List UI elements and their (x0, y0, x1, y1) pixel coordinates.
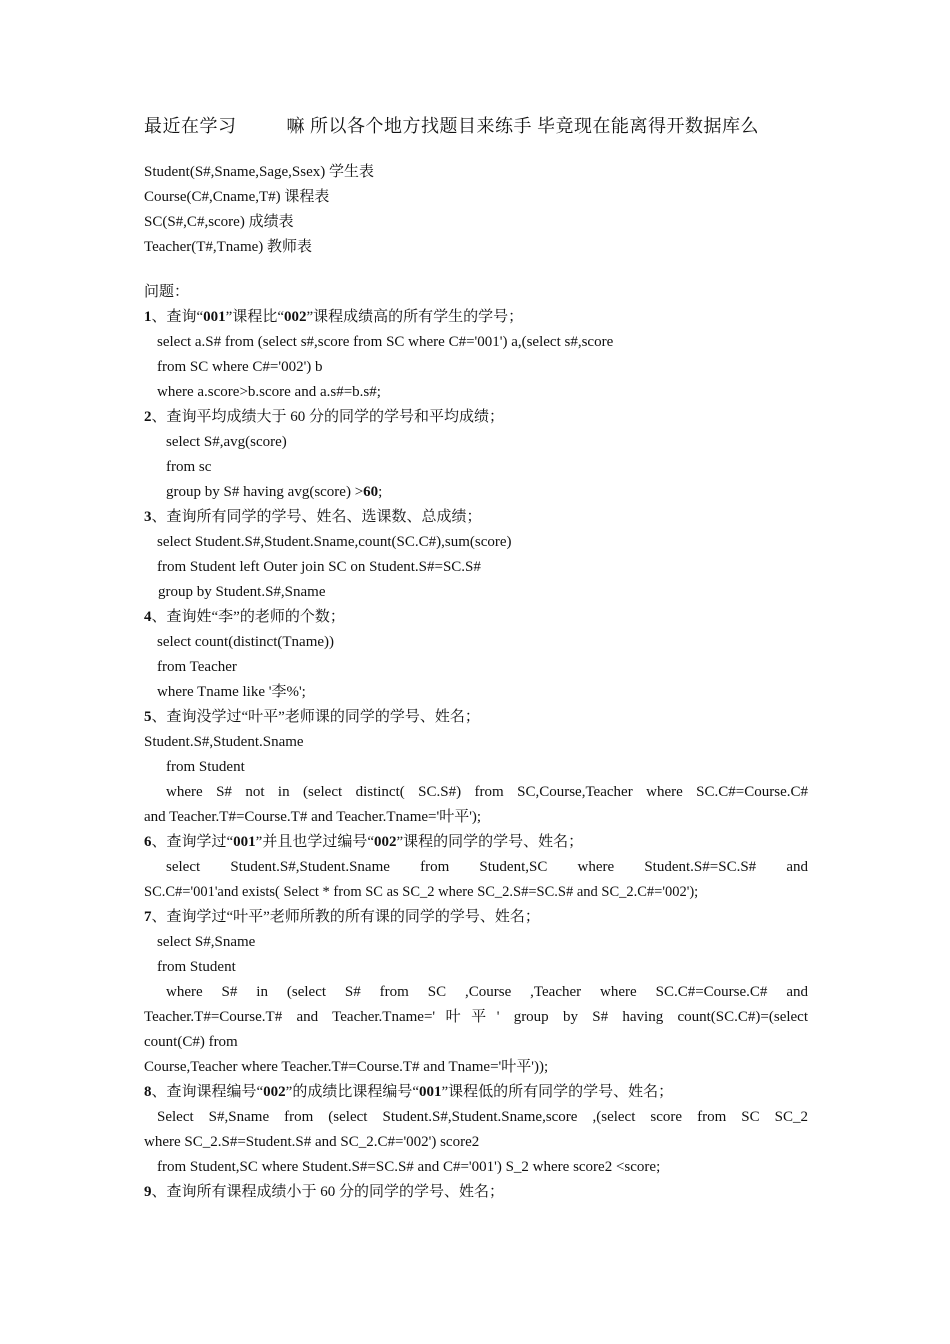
q2-sql-line-2: from sc (166, 459, 212, 475)
q1-sql-line-2: from SC where C#='002') b (157, 359, 323, 375)
sql-bold: 60 (363, 484, 379, 500)
question-2-heading (144, 405, 808, 430)
question-text: 、查询姓“李”的老师的个数； (151, 609, 345, 625)
question-1-heading (144, 305, 808, 330)
q4-sql-line-3: where Tname like '李%'; (157, 684, 306, 700)
q1-sql-line-1: select a.S# from (select s#,score from SC where C#='001') a,(select s#,score (157, 334, 614, 350)
question-text: ”课程的同学的学号、姓名； (396, 834, 584, 850)
q6-sql-line-1: select Student.S#,Student.Sname from Student,SC where Student.S#=SC.S# and (166, 859, 808, 875)
question-6-heading (144, 830, 808, 855)
q3-sql-line-1: select Student.S#,Student.Sname,count(SC.C#),sum(score) (157, 534, 512, 550)
question-text: ”课程成绩高的所有学生的学号； (306, 309, 524, 325)
q8-sql-line-3: from Student,SC where Student.S#=SC.S# and C#='001') S_2 where score2 <score; (157, 1159, 661, 1175)
question-number: 3 (144, 509, 152, 525)
question-text: 、查询课程编号“ (151, 1084, 264, 1100)
question-bold: 002 (374, 834, 397, 850)
question-8-heading (144, 1080, 808, 1105)
question-number: 5 (144, 709, 152, 725)
questions-label: 问题： (144, 284, 190, 300)
sql-text: ; (378, 484, 383, 500)
q1-sql-line-3: where a.score>b.score and a.s#=b.s#; (157, 384, 381, 400)
table-schema-list (144, 160, 808, 260)
q6-sql-line-2: SC.C#='001'and exists( Select * from SC as SC_2 where SC_2.S#=SC.S# and SC_2.C#='002'); (144, 884, 699, 900)
q8-sql-line-1: Select S#,Sname from (select Student.S#,Student.Sname,score ,(select score from SC SC_2 (157, 1109, 808, 1125)
question-number: 8 (144, 1084, 152, 1100)
question-text: 、查询所有同学的学号、姓名、选课数、总成绩； (151, 509, 482, 525)
question-number: 7 (144, 909, 152, 925)
question-text: 、查询“ (151, 309, 204, 325)
q4-sql-line-2: from Teacher (157, 659, 237, 675)
question-text: ”课程比“ (225, 309, 284, 325)
q7-sql-line-6: Course,Teacher where Teacher.T#=Course.T# and Tname='叶平')); (144, 1059, 549, 1075)
title-part-a: 最近在学习 (144, 116, 237, 136)
question-number: 6 (144, 834, 152, 850)
question-9-heading (144, 1180, 808, 1205)
question-text: ”并且也学过编号“ (255, 834, 374, 850)
schema-sc: SC(S#,C#,score) 成绩表 (144, 214, 294, 230)
q7-sql-line-5: count(C#) from (144, 1034, 238, 1050)
question-4-heading (144, 605, 808, 630)
schema-course: Course(C#,Cname,T#) 课程表 (144, 189, 330, 205)
document-title (144, 112, 808, 140)
q7-sql-line-1: select S#,Sname (157, 934, 256, 950)
question-bold: 001 (203, 309, 226, 325)
q8-sql-line-2: where SC_2.S#=Student.S# and SC_2.C#='002') score2 (144, 1134, 480, 1150)
question-bold: 002 (263, 1084, 286, 1100)
q4-sql-line-1: select count(distinct(Tname)) (157, 634, 335, 650)
question-3-heading (144, 505, 808, 530)
q5-sql-line-1: Student.S#,Student.Sname (144, 734, 304, 750)
q3-sql-line-2: from Student left Outer join SC on Student.S#=SC.S# (157, 559, 481, 575)
schema-student: Student(S#,Sname,Sage,Ssex) 学生表 (144, 164, 374, 180)
question-text: 、查询学过“ (151, 834, 234, 850)
question-bold: 002 (284, 309, 307, 325)
q3-sql-line-3: group by Student.S#,Sname (158, 584, 326, 600)
question-number: 2 (144, 409, 152, 425)
q5-sql-line-3: where S# not in (select distinct( SC.S#) from SC,Course,Teacher where SC.C#=Course.C# (166, 784, 808, 800)
q2-sql-line-1: select S#,avg(score) (166, 434, 287, 450)
question-bold: 001 (419, 1084, 442, 1100)
question-text: ”课程低的所有同学的学号、姓名； (441, 1084, 674, 1100)
q7-sql-line-3: where S# in (select S# from SC ,Course ,Teacher where SC.C#=Course.C# and (166, 984, 808, 1000)
question-text: 、查询学过“叶平”老师所教的所有课的同学的学号、姓名； (151, 909, 540, 925)
question-number: 1 (144, 309, 152, 325)
question-number: 4 (144, 609, 152, 625)
question-text: ”的成绩比课程编号“ (285, 1084, 419, 1100)
q2-sql-line-3 (144, 480, 808, 505)
q5-sql-line-4: and Teacher.T#=Course.T# and Teacher.Tname='叶平'); (144, 809, 482, 825)
question-number: 9 (144, 1184, 152, 1200)
q7-sql-line-2: from Student (157, 959, 236, 975)
title-part-b: 嘛 所以各个地方找题目来练手 毕竟现在能离得开数据库么 (286, 116, 759, 136)
q5-sql-line-2: from Student (166, 759, 245, 775)
question-5-heading (144, 705, 808, 730)
schema-teacher: Teacher(T#,Tname) 教师表 (144, 239, 313, 255)
q7-sql-line-4: Teacher.T#=Course.T# and Teacher.Tname='叶平' group by S# having count(SC.C#)=(select (144, 1009, 808, 1025)
question-bold: 001 (233, 834, 256, 850)
sql-text: group by S# having avg(score) > (166, 484, 364, 500)
question-text: 、查询平均成绩大于 60 分的同学的学号和平均成绩； (151, 409, 505, 425)
question-text: 、查询所有课程成绩小于 60 分的同学的学号、姓名； (151, 1184, 505, 1200)
question-7-heading (144, 905, 808, 930)
question-text: 、查询没学过“叶平”老师课的同学的学号、姓名； (151, 709, 480, 725)
